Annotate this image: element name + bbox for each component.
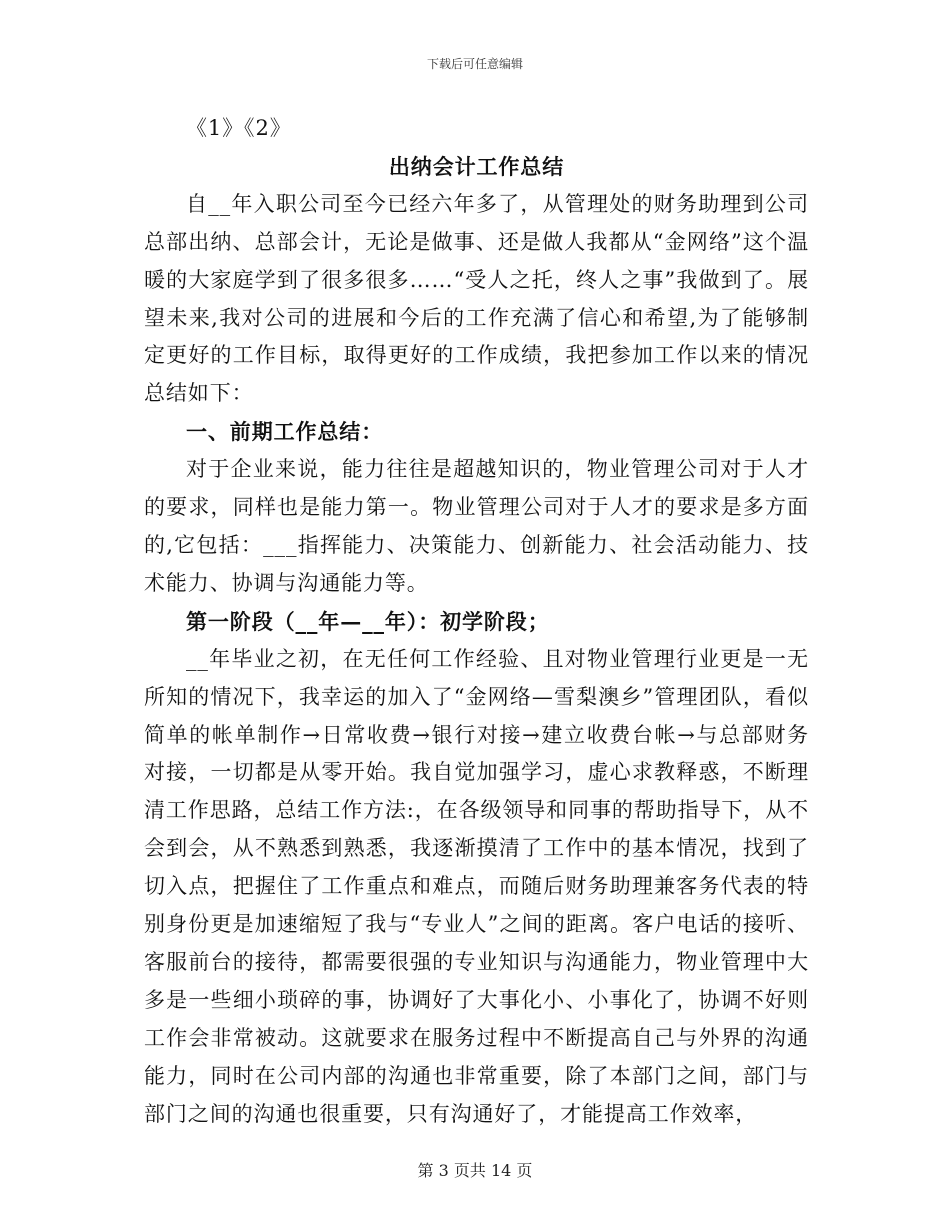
page-footer: 第 3 页共 14 页 <box>417 1161 533 1180</box>
document-body <box>144 110 809 1133</box>
page-header: 下载后可任意编辑 <box>426 57 523 71</box>
stage-one-paragraph: __年毕业之初，在无任何工作经验、且对物业管理行业更是一无所知的情况下，我幸运的加入了“金网络—雪梨澳乡”管理团队，看似简单的帐单制作→日常收费→银行对接→建立收费台帐→与总部财务对接，一切都是从零开始。我自觉加强学习，虚心求教释惑，不断理清工作思路，总结工作方法:，在各级领导和同事的帮助指导下，从不会到会，从不熟悉到熟悉，我逐渐摸清了工作中的基本情况，找到了切入点，把握住了工作重点和难点，而随后财务助理兼客务代表的特别身份更是加速缩短了我与“专业人”之间的距离。客户电话的接听、客服前台的接待，都需要很强的专业知识与沟通能力，物业管理中大多是一些细小琐碎的事，协调好了大事化小、小事化了，协调不好则工作会非常被动。这就要求在服务过程中不断提高自己与外界的沟通能力，同时在公司内部的沟通也非常重要，除了本部门之间，部门与部门之间的沟通也很重要，只有沟通好了，才能提高工作效率， <box>144 646 809 1126</box>
stage-heading-1: 第一阶段（__年—__年）：初学阶段； <box>186 608 550 634</box>
ability-paragraph: 对于企业来说，能力往往是超越知识的，物业管理公司对于人才的要求，同样也是能力第一。物业管理公司对于人才的要求是多方面的,它包括：___指挥能力、决策能力、创新能力、社会活动能力、技术能力、协调与沟通能力等。 <box>144 457 809 595</box>
reference-marks: 《1》《2》 <box>186 116 292 140</box>
intro-paragraph: 自__年入职公司至今已经六年多了，从管理处的财务助理到公司总部出纳、总部会计，无论是做事、还是做人我都从“金网络”这个温暖的大家庭学到了很多很多……“受人之托，终人之事”我做到了。展望未来,我对公司的进展和今后的工作充满了信心和希望,为了能够制定更好的工作目标，取得更好的工作成绩，我把参加工作以来的情况总结如下： <box>144 191 809 406</box>
document-title: 出纳会计工作总结 <box>388 153 565 179</box>
section-heading-1: 一、前期工作总结： <box>186 419 384 445</box>
